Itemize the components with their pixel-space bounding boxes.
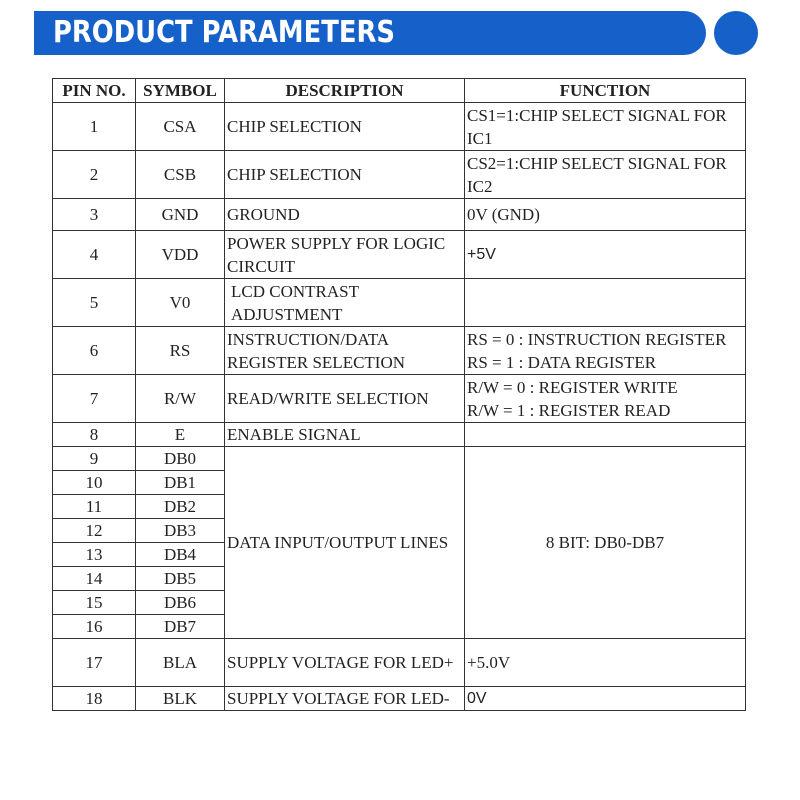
- symbol-cell: RS: [136, 327, 225, 375]
- function-cell: +5.0V: [465, 639, 746, 687]
- page-title: PRODUCT PARAMETERS: [53, 15, 395, 50]
- pin-cell: 7: [53, 375, 136, 423]
- table-row: [53, 327, 746, 375]
- pin-cell: 3: [53, 199, 136, 231]
- description-cell: SUPPLY VOLTAGE FOR LED+: [225, 639, 465, 687]
- pin-cell: 5: [53, 279, 136, 327]
- symbol-cell: DB7: [136, 615, 225, 639]
- pin-cell: 10: [53, 471, 136, 495]
- symbol-cell: BLA: [136, 639, 225, 687]
- pin-cell: 12: [53, 519, 136, 543]
- header-banner: [34, 11, 706, 55]
- description-cell: POWER SUPPLY FOR LOGIC CIRCUIT: [225, 231, 465, 279]
- table-row: [53, 279, 746, 327]
- function-cell: [465, 279, 746, 327]
- function-cell: [465, 375, 746, 423]
- data-lines-function-cell: 8 BIT: DB0-DB7: [465, 447, 746, 639]
- pin-cell: 17: [53, 639, 136, 687]
- description-cell: GROUND: [225, 199, 465, 231]
- function-cell: [465, 327, 746, 375]
- decorative-circle: [714, 11, 758, 55]
- symbol-cell: CSB: [136, 151, 225, 199]
- symbol-cell: DB3: [136, 519, 225, 543]
- function-line: RS = 0 : INSTRUCTION REGISTER: [467, 329, 727, 349]
- symbol-cell: R/W: [136, 375, 225, 423]
- symbol-cell: DB1: [136, 471, 225, 495]
- table-header-row: [53, 79, 746, 103]
- table-row: [53, 375, 746, 423]
- table-row: [53, 639, 746, 687]
- pin-cell: 15: [53, 591, 136, 615]
- symbol-cell: DB0: [136, 447, 225, 471]
- function-cell: CS2=1:CHIP SELECT SIGNAL FOR IC2: [465, 151, 746, 199]
- function-cell: +5V: [465, 231, 746, 279]
- symbol-cell: DB5: [136, 567, 225, 591]
- symbol-cell: E: [136, 423, 225, 447]
- symbol-cell: VDD: [136, 231, 225, 279]
- header-symbol: SYMBOL: [136, 79, 225, 103]
- symbol-cell: DB6: [136, 591, 225, 615]
- symbol-cell: DB4: [136, 543, 225, 567]
- header-description: DESCRIPTION: [225, 79, 465, 103]
- pin-cell: 8: [53, 423, 136, 447]
- header-pin: PIN NO.: [53, 79, 136, 103]
- table-row: [53, 199, 746, 231]
- table-row: [53, 231, 746, 279]
- function-cell: 0V: [465, 687, 746, 711]
- pin-cell: 9: [53, 447, 136, 471]
- description-cell: LCD CONTRAST ADJUSTMENT: [225, 279, 465, 327]
- function-line: RS = 1 : DATA REGISTER: [467, 352, 657, 372]
- description-cell: READ/WRITE SELECTION: [225, 375, 465, 423]
- symbol-cell: BLK: [136, 687, 225, 711]
- symbol-cell: CSA: [136, 103, 225, 151]
- pin-cell: 14: [53, 567, 136, 591]
- function-cell: [465, 423, 746, 447]
- symbol-cell: GND: [136, 199, 225, 231]
- pin-cell: 11: [53, 495, 136, 519]
- data-lines-description-cell: DATA INPUT/OUTPUT LINES: [225, 447, 465, 639]
- header-function: FUNCTION: [465, 79, 746, 103]
- table-row: [53, 423, 746, 447]
- pin-cell: 2: [53, 151, 136, 199]
- pin-cell: 6: [53, 327, 136, 375]
- table-row: [53, 447, 746, 471]
- symbol-cell: DB2: [136, 495, 225, 519]
- pin-cell: 13: [53, 543, 136, 567]
- pin-cell: 18: [53, 687, 136, 711]
- function-line: R/W = 0 : REGISTER WRITE: [467, 377, 678, 397]
- function-line: R/W = 1 : REGISTER READ: [467, 400, 671, 420]
- product-parameters-table: [52, 78, 746, 711]
- symbol-cell: V0: [136, 279, 225, 327]
- table-row: [53, 687, 746, 711]
- description-cell: CHIP SELECTION: [225, 103, 465, 151]
- table-row: [53, 151, 746, 199]
- pin-cell: 1: [53, 103, 136, 151]
- function-cell: CS1=1:CHIP SELECT SIGNAL FOR IC1: [465, 103, 746, 151]
- function-cell: 0V (GND): [465, 199, 746, 231]
- table-row: [53, 103, 746, 151]
- description-cell: CHIP SELECTION: [225, 151, 465, 199]
- pin-cell: 16: [53, 615, 136, 639]
- pin-cell: 4: [53, 231, 136, 279]
- description-cell: ENABLE SIGNAL: [225, 423, 465, 447]
- description-cell: INSTRUCTION/DATA REGISTER SELECTION: [225, 327, 465, 375]
- description-cell: SUPPLY VOLTAGE FOR LED-: [225, 687, 465, 711]
